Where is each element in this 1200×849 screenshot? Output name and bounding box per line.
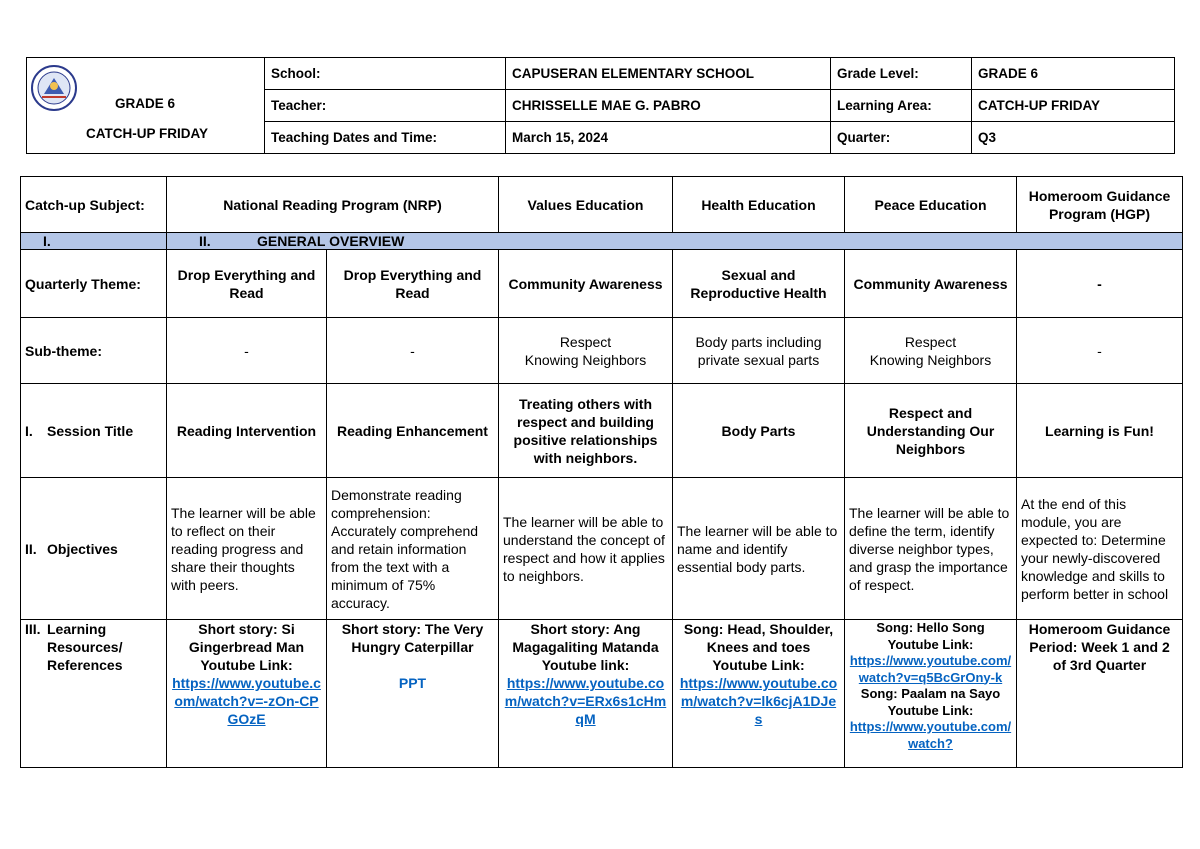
session-title-c5: Respect and Understanding Our Neighbors [845, 384, 1017, 478]
header-table [26, 57, 1175, 154]
health-ed-header: Health Education [673, 177, 845, 233]
grade-level-key: Grade Level: [831, 58, 972, 90]
resources-c5-title1: Song: Hello Song [876, 620, 985, 635]
resources-c5-link2[interactable]: https://www.youtube.com/watch? [849, 719, 1012, 751]
objectives-c2: Demonstrate reading comprehension: Accurately comprehend and retain information from the text with a minimum of 75% accuracy. [327, 478, 499, 620]
objectives-c4: The learner will be able to name and identify essential body parts. [673, 478, 845, 620]
sub-theme-c5 [845, 318, 1017, 384]
sub-theme-c4: Body parts including private sexual parts [673, 318, 845, 384]
section2-number: II. [199, 233, 211, 249]
learning-area-value: CATCH-UP FRIDAY [972, 90, 1175, 122]
resources-c3-linklabel: Youtube link: [541, 657, 630, 673]
sub-theme-c2: - [327, 318, 499, 384]
objectives-label [21, 478, 167, 620]
section-number: I. [21, 233, 167, 250]
sub-theme-c3-line2: Knowing Neighbors [524, 351, 647, 368]
resources-num: III. [25, 621, 41, 637]
session-title-c3: Treating others with respect and building positive relationships with neighbors. [499, 384, 673, 478]
quarter-key: Quarter: [831, 122, 972, 154]
resources-c4 [673, 620, 845, 768]
resources-c5-linklabel2: Youtube Link: [887, 702, 974, 718]
session-title-c1: Reading Intervention [167, 384, 327, 478]
sub-theme-c3-line1: Respect [559, 333, 612, 350]
resources-c2-ppt[interactable]: PPT [398, 675, 427, 691]
school-key: School: [265, 58, 506, 90]
resources-c4-link[interactable]: https://www.youtube.com/watch?v=lk6cjA1DJes [679, 675, 838, 727]
resources-c5 [845, 620, 1017, 768]
sub-theme-c6: - [1017, 318, 1183, 384]
sub-theme-label: Sub-theme: [21, 318, 167, 384]
session-title-label [21, 384, 167, 478]
objectives-c3: The learner will be able to understand the concept of respect and how it applies to neighbors. [499, 478, 673, 620]
grade-level-value: GRADE 6 [972, 58, 1175, 90]
sub-theme-c3 [499, 318, 673, 384]
hgp-header: Homeroom Guidance Program (HGP) [1017, 177, 1183, 233]
session-title-c4: Body Parts [673, 384, 845, 478]
objectives-c1: The learner will be able to reflect on their reading progress and share their thoughts with peers. [167, 478, 327, 620]
teacher-value: CHRISSELLE MAE G. PABRO [506, 90, 831, 122]
section-title [167, 233, 1183, 250]
catchup-subject-label: Catch-up Subject: [21, 177, 167, 233]
sub-theme-c1: - [167, 318, 327, 384]
resources-c3-link[interactable]: https://www.youtube.com/watch?v=ERx6s1cHmqM [504, 675, 667, 727]
quarterly-theme-label: Quarterly Theme: [21, 250, 167, 318]
quarterly-theme-c2: Drop Everything and Read [327, 250, 499, 318]
resources-c5-title2: Song: Paalam na Sayo [860, 686, 1001, 701]
resources-c2-title: Short story: The Very Hungry Caterpillar [341, 621, 484, 655]
resources-c3 [499, 620, 673, 768]
objectives-num: II. [25, 540, 37, 557]
deped-seal-icon [30, 64, 78, 112]
resources-c4-title: Song: Head, Shoulder, Knees and toes [683, 621, 834, 655]
resources-c5-linklabel1: Youtube Link: [887, 636, 974, 652]
dates-key: Teaching Dates and Time: [265, 122, 506, 154]
general-overview-title: GENERAL OVERVIEW [257, 233, 405, 249]
session-title-num: I. [25, 422, 33, 439]
nrp-header: National Reading Program (NRP) [167, 177, 499, 233]
learning-area-key: Learning Area: [831, 90, 972, 122]
quarterly-theme-c4: Sexual and Reproductive Health [673, 250, 845, 318]
resources-c5-link1[interactable]: https://www.youtube.com/watch?v=q5BcGrOny-k [849, 653, 1012, 685]
objectives-c5: The learner will be able to define the term, identify diverse neighbor types, and grasp the importance of respect. [845, 478, 1017, 620]
school-value: CAPUSERAN ELEMENTARY SCHOOL [506, 58, 831, 90]
quarter-value: Q3 [972, 122, 1175, 154]
resources-c6: Homeroom Guidance Period: Week 1 and 2 of 3rd Quarter [1017, 620, 1183, 768]
grade-label: GRADE 6 [115, 96, 176, 111]
session-title-text: Session Title [47, 422, 134, 439]
dates-value: March 15, 2024 [506, 122, 831, 154]
session-title-c6: Learning is Fun! [1017, 384, 1183, 478]
resources-c1-link[interactable]: https://www.youtube.com/watch?v=-zOn-CPGOzE [172, 675, 321, 727]
objectives-text: Objectives [47, 540, 118, 557]
resources-c1-linklabel: Youtube Link: [200, 657, 293, 673]
quarterly-theme-c1: Drop Everything and Read [167, 250, 327, 318]
sub-theme-c5-line2: Knowing Neighbors [869, 351, 992, 368]
resources-c4-linklabel: Youtube Link: [712, 657, 805, 673]
resources-text: Learning Resources/ References [47, 621, 123, 673]
catchup-label: CATCH-UP FRIDAY [86, 126, 209, 141]
resources-c3-title: Short story: Ang Magagaliting Matanda [512, 621, 659, 655]
lesson-plan-table [20, 176, 1183, 768]
values-ed-header: Values Education [499, 177, 673, 233]
objectives-c6: At the end of this module, you are expected to: Determine your newly-discovered knowledge and skills to perform better in school [1017, 478, 1183, 620]
sub-theme-c5-line1: Respect [904, 333, 957, 350]
header-logo-cell [27, 58, 265, 154]
resources-c1 [167, 620, 327, 768]
teacher-key: Teacher: [265, 90, 506, 122]
resources-label [21, 620, 167, 768]
quarterly-theme-c5: Community Awareness [845, 250, 1017, 318]
peace-ed-header: Peace Education [845, 177, 1017, 233]
quarterly-theme-c3: Community Awareness [499, 250, 673, 318]
resources-c1-title: Short story: Si Gingerbread Man [188, 621, 305, 655]
resources-c2 [327, 620, 499, 768]
quarterly-theme-c6: - [1017, 250, 1183, 318]
session-title-c2: Reading Enhancement [327, 384, 499, 478]
